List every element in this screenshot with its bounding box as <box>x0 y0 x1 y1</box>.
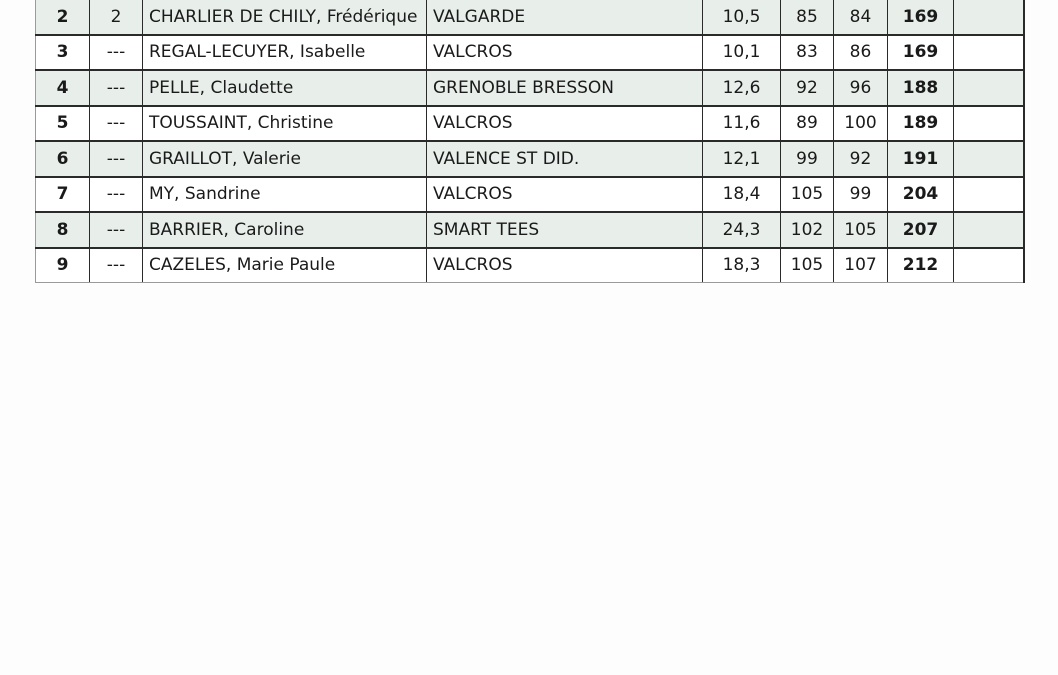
round-1-cell: 92 <box>781 70 834 106</box>
previous-rank-cell: --- <box>90 106 143 142</box>
round-1-cell: 102 <box>781 212 834 248</box>
previous-rank-cell: --- <box>90 248 143 283</box>
total-cell: 212 <box>888 248 954 283</box>
player-name-cell: BARRIER, Caroline <box>143 212 427 248</box>
rank-cell: 4 <box>36 70 90 106</box>
extra-cell <box>954 177 1024 213</box>
round-2-cell: 100 <box>834 106 888 142</box>
round-2-cell: 107 <box>834 248 888 283</box>
previous-rank-cell: 2 <box>90 0 143 35</box>
table-row <box>36 212 1024 248</box>
round-2-cell: 92 <box>834 141 888 177</box>
handicap-index-cell: 10,5 <box>703 0 781 35</box>
previous-rank-cell: --- <box>90 177 143 213</box>
handicap-index-cell: 12,6 <box>703 70 781 106</box>
rank-cell: 6 <box>36 141 90 177</box>
extra-cell <box>954 212 1024 248</box>
total-cell: 204 <box>888 177 954 213</box>
player-name-cell: PELLE, Claudette <box>143 70 427 106</box>
round-1-cell: 83 <box>781 35 834 71</box>
extra-cell <box>954 248 1024 283</box>
rank-cell: 8 <box>36 212 90 248</box>
player-name-cell: REGAL-LECUYER, Isabelle <box>143 35 427 71</box>
previous-rank-cell: --- <box>90 70 143 106</box>
rank-cell: 2 <box>36 0 90 35</box>
round-2-cell: 99 <box>834 177 888 213</box>
round-2-cell: 96 <box>834 70 888 106</box>
table-row <box>36 106 1024 142</box>
handicap-index-cell: 18,3 <box>703 248 781 283</box>
rank-cell: 3 <box>36 35 90 71</box>
handicap-index-cell: 11,6 <box>703 106 781 142</box>
club-cell: VALGARDE <box>427 0 703 35</box>
rank-cell: 5 <box>36 106 90 142</box>
extra-cell <box>954 0 1024 35</box>
handicap-index-cell: 18,4 <box>703 177 781 213</box>
total-cell: 191 <box>888 141 954 177</box>
handicap-index-cell: 12,1 <box>703 141 781 177</box>
table-row <box>36 248 1024 283</box>
extra-cell <box>954 106 1024 142</box>
round-1-cell: 89 <box>781 106 834 142</box>
round-1-cell: 105 <box>781 177 834 213</box>
results-table <box>35 0 1025 283</box>
player-name-cell: MY, Sandrine <box>143 177 427 213</box>
round-1-cell: 105 <box>781 248 834 283</box>
extra-cell <box>954 141 1024 177</box>
total-cell: 169 <box>888 35 954 71</box>
club-cell: VALCROS <box>427 248 703 283</box>
handicap-index-cell: 24,3 <box>703 212 781 248</box>
round-2-cell: 105 <box>834 212 888 248</box>
rank-cell: 9 <box>36 248 90 283</box>
table-row <box>36 0 1024 35</box>
player-name-cell: TOUSSAINT, Christine <box>143 106 427 142</box>
round-2-cell: 86 <box>834 35 888 71</box>
table-row <box>36 141 1024 177</box>
table-row <box>36 70 1024 106</box>
round-1-cell: 85 <box>781 0 834 35</box>
rank-cell: 7 <box>36 177 90 213</box>
round-2-cell: 84 <box>834 0 888 35</box>
previous-rank-cell: --- <box>90 141 143 177</box>
table-row <box>36 35 1024 71</box>
handicap-index-cell: 10,1 <box>703 35 781 71</box>
club-cell: GRENOBLE BRESSON <box>427 70 703 106</box>
player-name-cell: CHARLIER DE CHILY, Frédérique <box>143 0 427 35</box>
player-name-cell: GRAILLOT, Valerie <box>143 141 427 177</box>
club-cell: VALCROS <box>427 106 703 142</box>
previous-rank-cell: --- <box>90 35 143 71</box>
round-1-cell: 99 <box>781 141 834 177</box>
extra-cell <box>954 35 1024 71</box>
club-cell: VALCROS <box>427 177 703 213</box>
club-cell: VALENCE ST DID. <box>427 141 703 177</box>
club-cell: SMART TEES <box>427 212 703 248</box>
total-cell: 207 <box>888 212 954 248</box>
previous-rank-cell: --- <box>90 212 143 248</box>
player-name-cell: CAZELES, Marie Paule <box>143 248 427 283</box>
table-row <box>36 177 1024 213</box>
club-cell: VALCROS <box>427 35 703 71</box>
results-body <box>36 0 1024 283</box>
extra-cell <box>954 70 1024 106</box>
total-cell: 188 <box>888 70 954 106</box>
total-cell: 189 <box>888 106 954 142</box>
total-cell: 169 <box>888 0 954 35</box>
